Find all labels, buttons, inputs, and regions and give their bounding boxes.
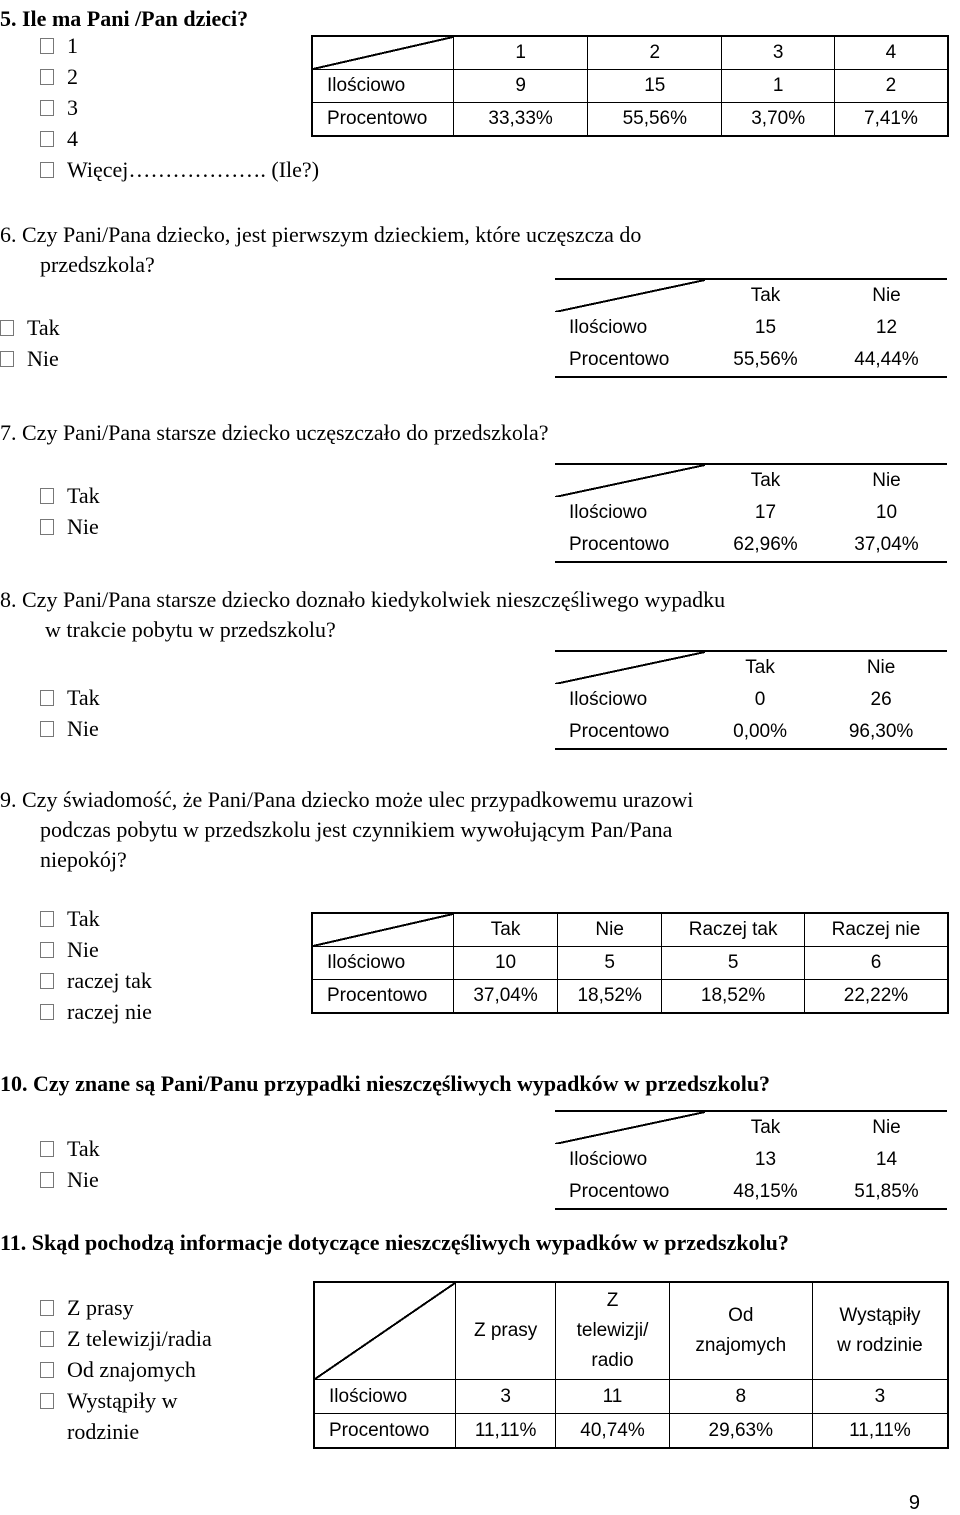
- checkbox-icon[interactable]: [40, 973, 54, 989]
- cell: 96,30%: [815, 716, 947, 749]
- cell: 6: [804, 947, 948, 980]
- question-5-title: 5. Ile ma Pani /Pan dzieci?: [0, 6, 249, 31]
- checkbox-icon[interactable]: [40, 1004, 54, 1020]
- cell: 26: [870, 689, 892, 710]
- diagonal-header-cell: [555, 651, 705, 684]
- cell: 17: [754, 502, 777, 523]
- question-5-table: [311, 35, 949, 137]
- cell: 3: [456, 1380, 556, 1414]
- cell: 1: [722, 70, 835, 103]
- col-header: 2: [588, 36, 722, 70]
- col-header: 3: [722, 36, 835, 70]
- cell: 10: [875, 502, 898, 523]
- checkbox-icon[interactable]: [40, 69, 54, 85]
- checkbox-icon[interactable]: [40, 1172, 54, 1188]
- question-6-table: [555, 278, 947, 378]
- checkbox-icon[interactable]: [40, 690, 54, 706]
- question-9-table: [311, 912, 949, 1014]
- checkbox-icon[interactable]: [0, 320, 14, 336]
- option[interactable]: Tak: [40, 682, 100, 713]
- option-continuation: rodzinie: [67, 1419, 140, 1444]
- checkbox-icon[interactable]: [40, 38, 54, 54]
- cell: 62,96%: [705, 529, 826, 562]
- checkbox-icon[interactable]: [40, 1141, 54, 1157]
- col-header: Tak: [705, 651, 815, 684]
- row-label: Ilościowo: [312, 947, 454, 980]
- option[interactable]: Nie: [40, 511, 100, 542]
- row-label: Procentowo: [312, 980, 454, 1014]
- cell: 11,11%: [812, 1414, 948, 1449]
- cell: 15: [754, 317, 777, 338]
- option[interactable]: Tak: [0, 312, 60, 343]
- question-10-title: 10. Czy znane są Pani/Panu przypadki nieszczęśliwych wypadków w przedszkolu?: [0, 1071, 771, 1096]
- checkbox-icon[interactable]: [40, 911, 54, 927]
- question-9-options: [40, 903, 152, 1027]
- option[interactable]: raczej tak: [40, 965, 152, 996]
- cell: 48,15%: [705, 1176, 826, 1209]
- row-label: Procentowo: [555, 716, 705, 749]
- col-header: Wystąpiły w rodzinie: [812, 1282, 948, 1380]
- diagonal-header-cell: [555, 279, 705, 312]
- option[interactable]: Tak: [40, 480, 100, 511]
- diagonal-header-cell: [555, 464, 705, 497]
- col-header: Tak: [705, 464, 826, 497]
- checkbox-icon[interactable]: [40, 942, 54, 958]
- checkbox-icon[interactable]: [40, 131, 54, 147]
- cell: 22,22%: [804, 980, 948, 1014]
- cell: 0,00%: [705, 716, 815, 749]
- cell: 9: [454, 70, 588, 103]
- checkbox-icon[interactable]: [40, 100, 54, 116]
- checkbox-icon[interactable]: [40, 162, 54, 178]
- question-9-title: 9. Czy świadomość, że Pani/Pana dziecko może ulec przypadkowemu urazowi podczas pobytu w przedszkolu jest czynnikiem wywołującym Pan/Pana niepokój?: [0, 787, 694, 872]
- option[interactable]: 3: [40, 92, 319, 123]
- col-header: Raczej tak: [662, 913, 805, 947]
- checkbox-icon[interactable]: [40, 519, 54, 535]
- checkbox-icon[interactable]: [40, 1300, 54, 1316]
- question-8-table: [555, 650, 947, 750]
- option[interactable]: Nie: [40, 1164, 100, 1195]
- row-label: Procentowo: [555, 344, 705, 377]
- option[interactable]: Wystąpiły w: [40, 1385, 212, 1416]
- option[interactable]: Tak: [40, 1133, 100, 1164]
- cell: 5: [662, 947, 805, 980]
- question-10-options: [40, 1133, 100, 1195]
- col-header: Nie: [826, 279, 947, 312]
- cell: 0: [754, 689, 766, 710]
- option[interactable]: Od znajomych: [40, 1354, 212, 1385]
- cell: 11,11%: [456, 1414, 556, 1449]
- col-header: Tak: [705, 1111, 826, 1144]
- option[interactable]: Więcej………………. (Ile?): [40, 154, 319, 185]
- cell: 7,41%: [834, 103, 948, 137]
- cell: 5: [558, 947, 662, 980]
- col-header: Od znajomych: [669, 1282, 812, 1380]
- cell: 51,85%: [826, 1176, 947, 1209]
- col-header: Nie: [558, 913, 662, 947]
- row-label: Ilościowo: [569, 1149, 648, 1170]
- option[interactable]: Nie: [0, 343, 60, 374]
- question-11-options: [40, 1292, 212, 1447]
- option[interactable]: 4: [40, 123, 319, 154]
- cell: 29,63%: [669, 1414, 812, 1449]
- question-7-options: [40, 480, 100, 542]
- question-10-table: [555, 1110, 947, 1210]
- question-8-options: [40, 682, 100, 744]
- col-header: Raczej nie: [804, 913, 948, 947]
- question-7-title: 7. Czy Pani/Pana starsze dziecko uczęszczało do przedszkola?: [0, 420, 549, 445]
- diagonal-header-cell: [314, 1282, 456, 1380]
- option[interactable]: 1: [40, 30, 319, 61]
- diagonal-header-cell: [312, 913, 454, 947]
- option[interactable]: Nie: [40, 713, 100, 744]
- row-label: Ilościowo: [312, 70, 454, 103]
- row-label: Procentowo: [312, 103, 454, 137]
- checkbox-icon[interactable]: [40, 721, 54, 737]
- col-header: 4: [834, 36, 948, 70]
- row-label: Ilościowo: [569, 317, 648, 338]
- diagonal-header-cell: [555, 1111, 705, 1144]
- checkbox-icon[interactable]: [40, 1393, 54, 1409]
- question-5-options: [40, 30, 319, 185]
- cell: 15: [588, 70, 722, 103]
- col-header: Z prasy: [456, 1282, 556, 1380]
- cell: 18,52%: [662, 980, 805, 1014]
- cell: 55,56%: [588, 103, 722, 137]
- option[interactable]: Tak: [40, 903, 152, 934]
- checkbox-icon[interactable]: [40, 1331, 54, 1347]
- row-label: Ilościowo: [314, 1380, 456, 1414]
- diagonal-header-cell: [312, 36, 454, 70]
- option[interactable]: Z telewizji/radia: [40, 1323, 212, 1354]
- row-label: Ilościowo: [569, 689, 648, 710]
- cell: 14: [875, 1149, 898, 1170]
- checkbox-icon[interactable]: [40, 1362, 54, 1378]
- question-11-title: 11. Skąd pochodzą informacje dotyczące nieszczęśliwych wypadków w przedszkolu?: [0, 1230, 789, 1255]
- row-label: Procentowo: [555, 1176, 705, 1209]
- question-6-title: 6. Czy Pani/Pana dziecko, jest pierwszym dzieckiem, które uczęszcza do przedszkola?: [0, 222, 642, 277]
- row-label: Procentowo: [555, 529, 705, 562]
- question-8-title: 8. Czy Pani/Pana starsze dziecko doznało kiedykolwiek nieszczęśliwego wypadku w trakcie pobytu w przedszkolu?: [0, 587, 726, 642]
- col-header: Nie: [826, 1111, 947, 1144]
- row-label: Ilościowo: [569, 502, 648, 523]
- row-label: Procentowo: [314, 1414, 456, 1449]
- cell: 3,70%: [722, 103, 835, 137]
- col-header: Tak: [454, 913, 558, 947]
- option[interactable]: Nie: [40, 934, 152, 965]
- cell: 12: [875, 317, 898, 338]
- page-number: 9: [908, 1492, 920, 1514]
- cell: 10: [454, 947, 558, 980]
- checkbox-icon[interactable]: [0, 351, 14, 367]
- cell: 2: [834, 70, 948, 103]
- col-header: 1: [454, 36, 588, 70]
- cell: 3: [812, 1380, 948, 1414]
- option[interactable]: 2: [40, 61, 319, 92]
- option[interactable]: raczej nie: [40, 996, 152, 1027]
- checkbox-icon[interactable]: [40, 488, 54, 504]
- col-header: Z telewizji/ radio: [556, 1282, 669, 1380]
- cell: 8: [669, 1380, 812, 1414]
- cell: 55,56%: [705, 344, 826, 377]
- cell: 13: [754, 1149, 777, 1170]
- col-header: Tak: [705, 279, 826, 312]
- question-7-table: [555, 463, 947, 563]
- cell: 37,04%: [826, 529, 947, 562]
- cell: 40,74%: [556, 1414, 669, 1449]
- cell: 18,52%: [558, 980, 662, 1014]
- cell: 44,44%: [826, 344, 947, 377]
- cell: 33,33%: [454, 103, 588, 137]
- col-header: Nie: [826, 464, 947, 497]
- cell: 11: [556, 1380, 669, 1414]
- question-6-options: [0, 312, 60, 374]
- option[interactable]: Z prasy: [40, 1292, 212, 1323]
- question-11-table: [313, 1281, 949, 1449]
- col-header: Nie: [815, 651, 947, 684]
- cell: 37,04%: [454, 980, 558, 1014]
